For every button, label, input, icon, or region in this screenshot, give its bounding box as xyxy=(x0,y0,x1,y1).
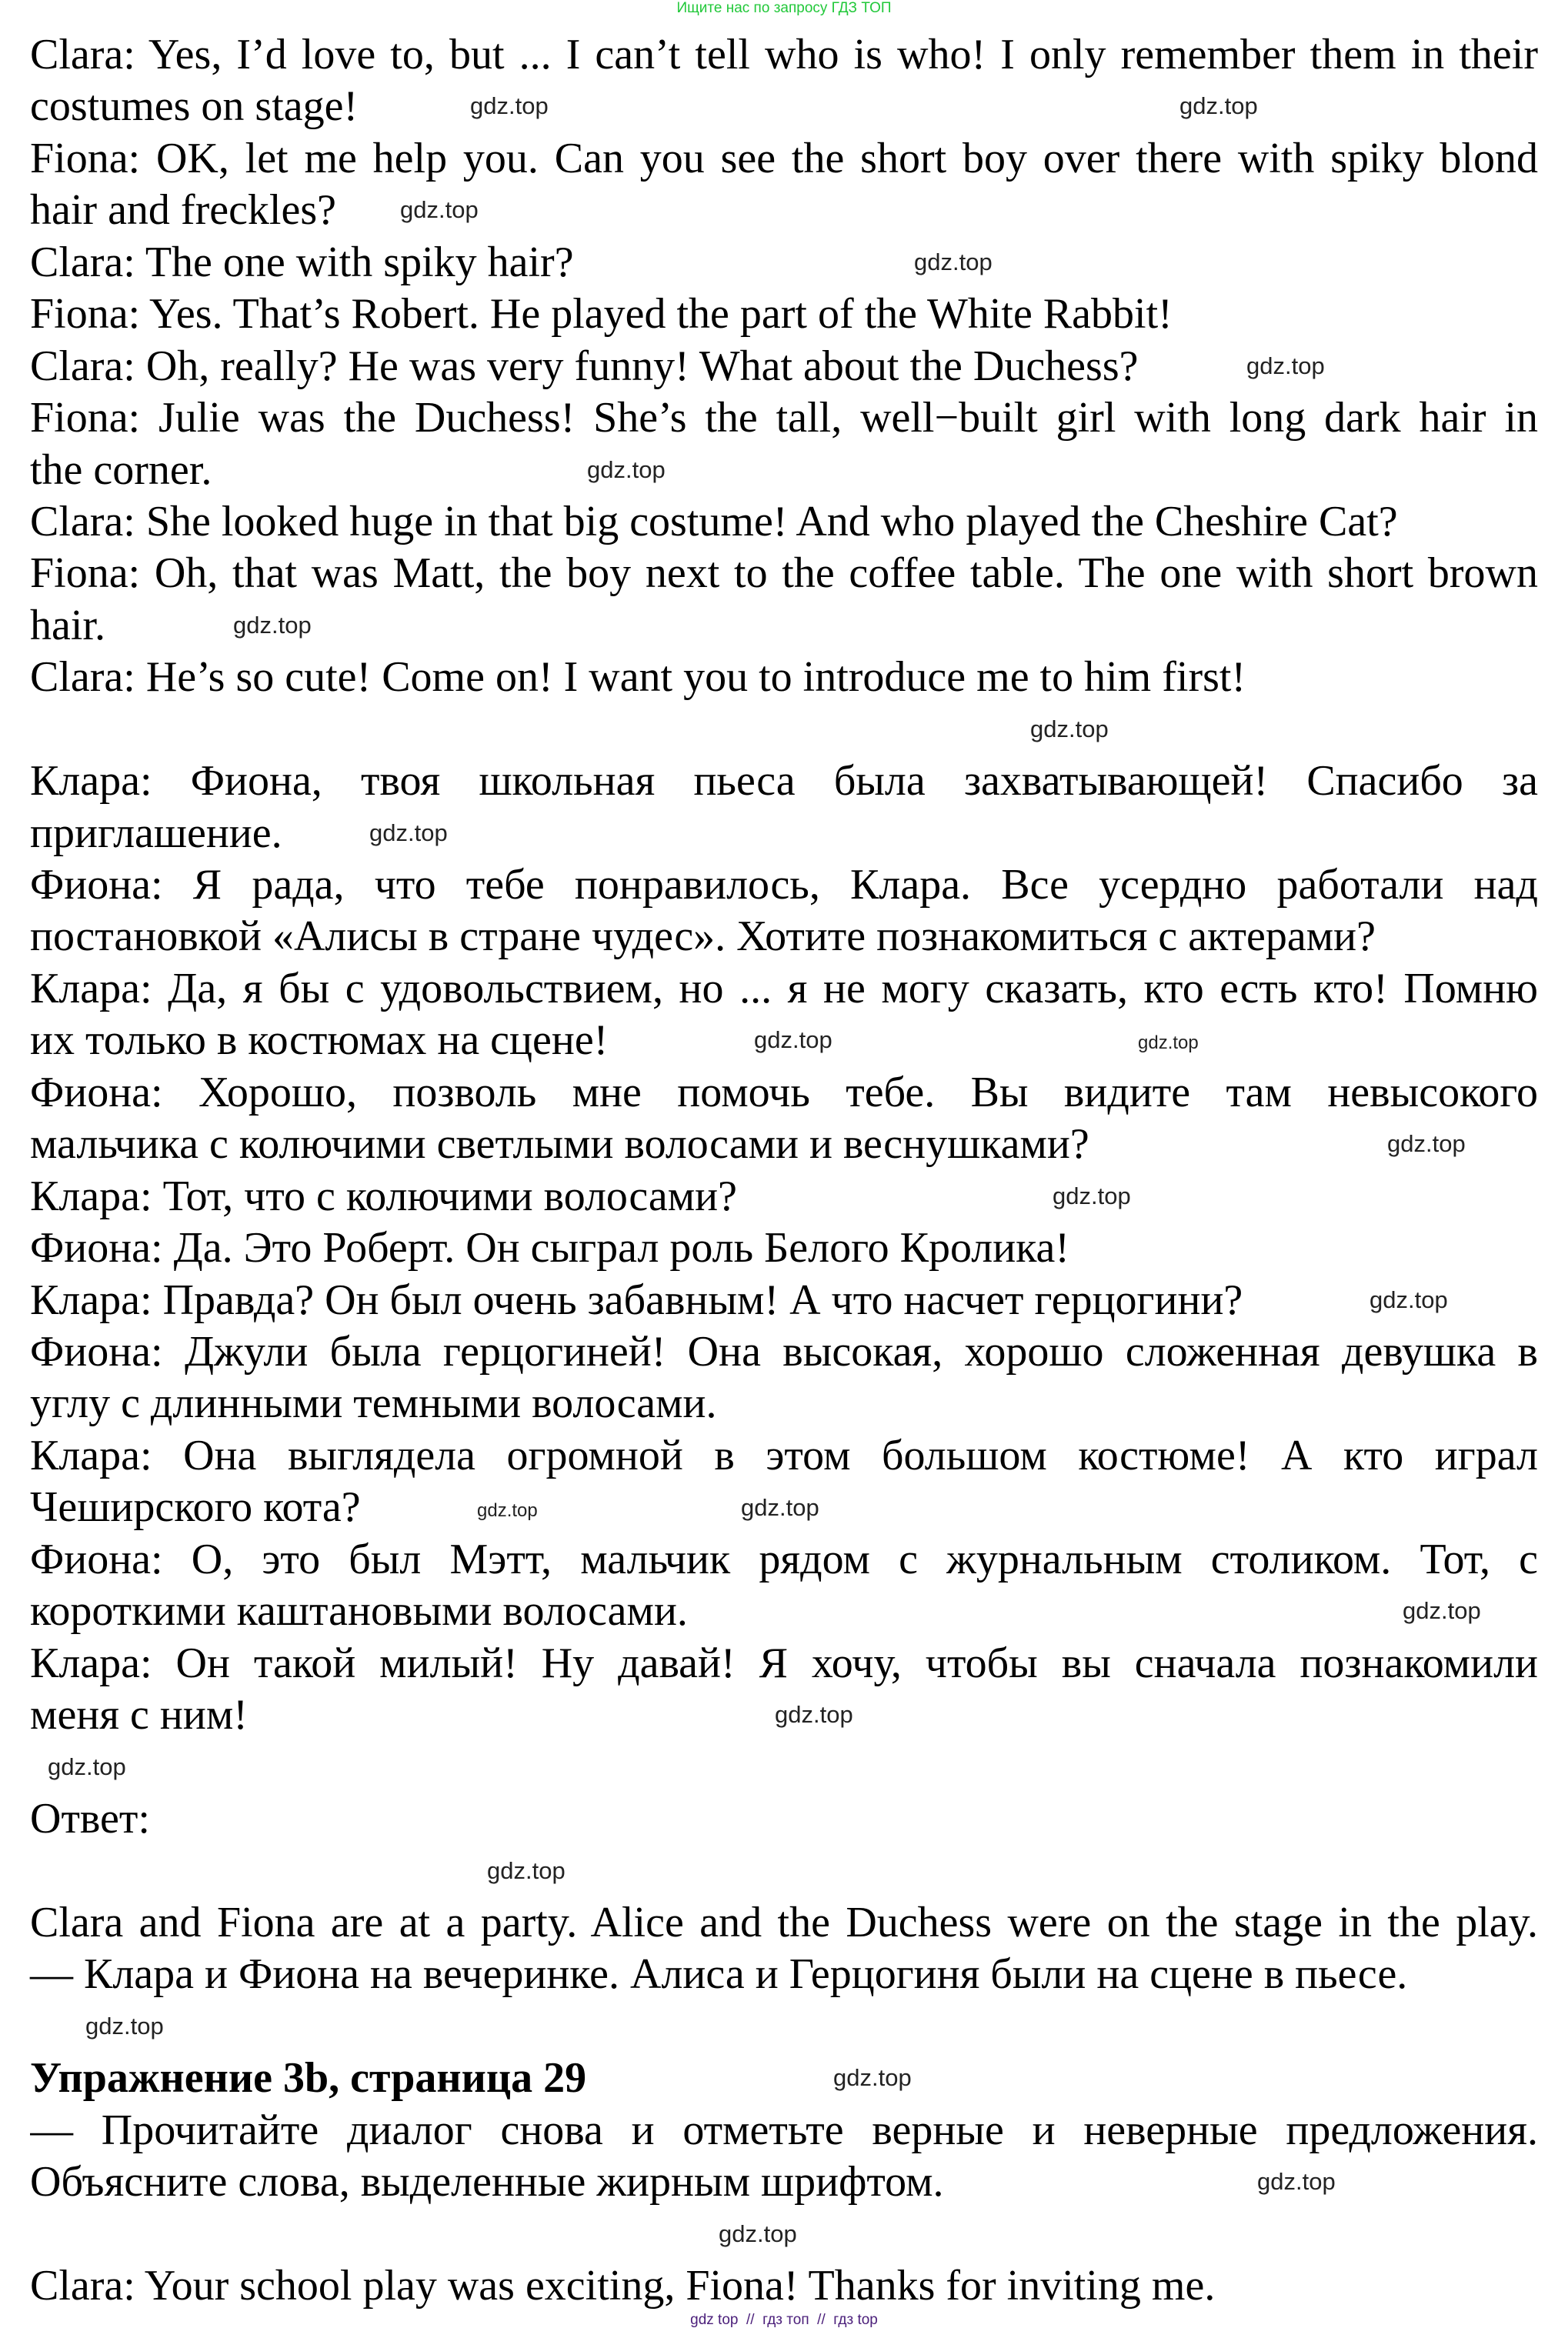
answer-line: — Клара и Фиона на вечеринке. Алиса и Герцогиня были на сцене в пьесе. xyxy=(30,1950,1408,1999)
text-line: Клара: Он такой милый! Ну давай! Я хочу, чтобы вы сначала познакомили xyxy=(30,1639,1538,1687)
instruction-line: — Прочитайте диалог снова и отметьте верные и неверные предложения. xyxy=(30,2106,1538,2154)
text-line: the corner. xyxy=(30,445,212,494)
watermark: gdz.top xyxy=(833,2064,912,2091)
watermark: gdz.top xyxy=(914,248,993,275)
text-line: Клара: Она выглядела огромной в этом большом костюме! А кто играл xyxy=(30,1431,1538,1479)
text-line: Клара: Да, я бы с удовольствием, но ... я не могу сказать, кто есть кто! Помню xyxy=(30,964,1538,1012)
text-line: мальчика с колючими светлыми волосами и веснушками? xyxy=(30,1120,1089,1169)
text-line: меня с ним! xyxy=(30,1691,248,1739)
watermark: gdz.top xyxy=(741,1494,819,1521)
watermark: gdz.top xyxy=(1246,352,1325,379)
text-line: Фиона: Хорошо, позволь мне помочь тебе. Вы видите там невысокого xyxy=(30,1068,1538,1116)
text-line: Clara: Your school play was exciting, Fiona! Thanks for inviting me. xyxy=(30,2261,1216,2310)
watermark: gdz.top xyxy=(487,1857,565,1884)
answer-label: Ответ: xyxy=(30,1794,150,1843)
watermark: gdz.top xyxy=(369,819,448,846)
footer-links: gdz top // гдз топ // гдз top xyxy=(690,2312,878,2328)
text-line: Clara: She looked huge in that big costume! And who played the Cheshire Cat? xyxy=(30,497,1398,545)
instruction-line: Объясните слова, выделенные жирным шрифтом. xyxy=(30,2157,944,2206)
watermark: gdz.top xyxy=(1053,1182,1131,1209)
text-line: Клара: Фиона, твоя школьная пьеса была захватывающей! Спасибо за xyxy=(30,757,1538,805)
watermark: gdz.top xyxy=(754,1026,832,1053)
text-line: углу с длинными темными волосами. xyxy=(30,1379,717,1428)
text-line: Фиона: Я рада, что тебе понравилось, Клара. Все усердно работали над xyxy=(30,861,1538,909)
text-line: Фиона: Да. Это Роберт. Он сыграл роль Белого Кролика! xyxy=(30,1224,1070,1272)
watermark: gdz.top xyxy=(1387,1130,1466,1157)
watermark: gdz.top xyxy=(1179,92,1258,119)
text-line: Clara: The one with spiky hair? xyxy=(30,238,574,286)
text-line: постановкой «Алисы в стране чудес». Хотите познакомиться с актерами? xyxy=(30,912,1376,961)
text-line: Fiona: Oh, that was Matt, the boy next to the coffee table. The one with short brown xyxy=(30,549,1538,598)
text-line: Clara: Oh, really? He was very funny! What about the Duchess? xyxy=(30,342,1139,390)
text-line: Fiona: Yes. That’s Robert. He played the part of the White Rabbit! xyxy=(30,290,1173,339)
watermark: gdz.top xyxy=(477,1500,538,1521)
text-line: Fiona: Julie was the Duchess! She’s the tall, well−built girl with long dark hair in xyxy=(30,394,1538,442)
watermark: gdz.top xyxy=(719,2220,797,2247)
text-line: короткими каштановыми волосами. xyxy=(30,1587,688,1636)
text-line: Клара: Тот, что с колючими волосами? xyxy=(30,1172,737,1220)
watermark: gdz.top xyxy=(1369,1286,1448,1313)
text-line: Clara: He’s so cute! Come on! I want you to introduce me to him first! xyxy=(30,653,1246,702)
search-banner: Ищите нас по запросу ГДЗ ТОП xyxy=(676,0,892,16)
text-line: hair and freckles? xyxy=(30,186,336,235)
watermark: gdz.top xyxy=(233,612,312,639)
watermark: gdz.top xyxy=(775,1701,853,1728)
watermark: gdz.top xyxy=(1403,1597,1481,1624)
text-line: hair. xyxy=(30,601,105,649)
text-line: Клара: Правда? Он был очень забавным! А что насчет герцогини? xyxy=(30,1276,1243,1324)
exercise-heading: Упражнение 3b, страница 29 xyxy=(30,2054,587,2103)
watermark: gdz.top xyxy=(1030,715,1109,742)
watermark: gdz.top xyxy=(48,1753,126,1780)
text-line: Clara: Yes, I’d love to, but ... I can’t tell who is who! I only remember them in their xyxy=(30,31,1538,78)
watermark: gdz.top xyxy=(587,456,666,483)
watermark: gdz.top xyxy=(470,92,549,119)
text-line: их только в костюмах на сцене! xyxy=(30,1016,609,1065)
text-line: Фиона: Джули была герцогиней! Она высокая, хорошо сложенная девушка в xyxy=(30,1327,1538,1376)
text-line: Fiona: OK, let me help you. Can you see the short boy over there with spiky blond xyxy=(30,134,1538,182)
text-line: Чеширского кота? xyxy=(30,1483,361,1532)
answer-line: Clara and Fiona are at a party. Alice and the Duchess were on the stage in the play. xyxy=(30,1898,1538,1946)
watermark: gdz.top xyxy=(400,196,479,223)
watermark: gdz.top xyxy=(1138,1032,1199,1053)
text-line: приглашение. xyxy=(30,809,282,857)
text-line: Фиона: О, это был Мэтт, мальчик рядом с журнальным столиком. Тот, с xyxy=(30,1535,1538,1583)
watermark: gdz.top xyxy=(85,2013,164,2040)
watermark: gdz.top xyxy=(1257,2168,1336,2195)
text-line: costumes on stage! xyxy=(30,82,359,131)
